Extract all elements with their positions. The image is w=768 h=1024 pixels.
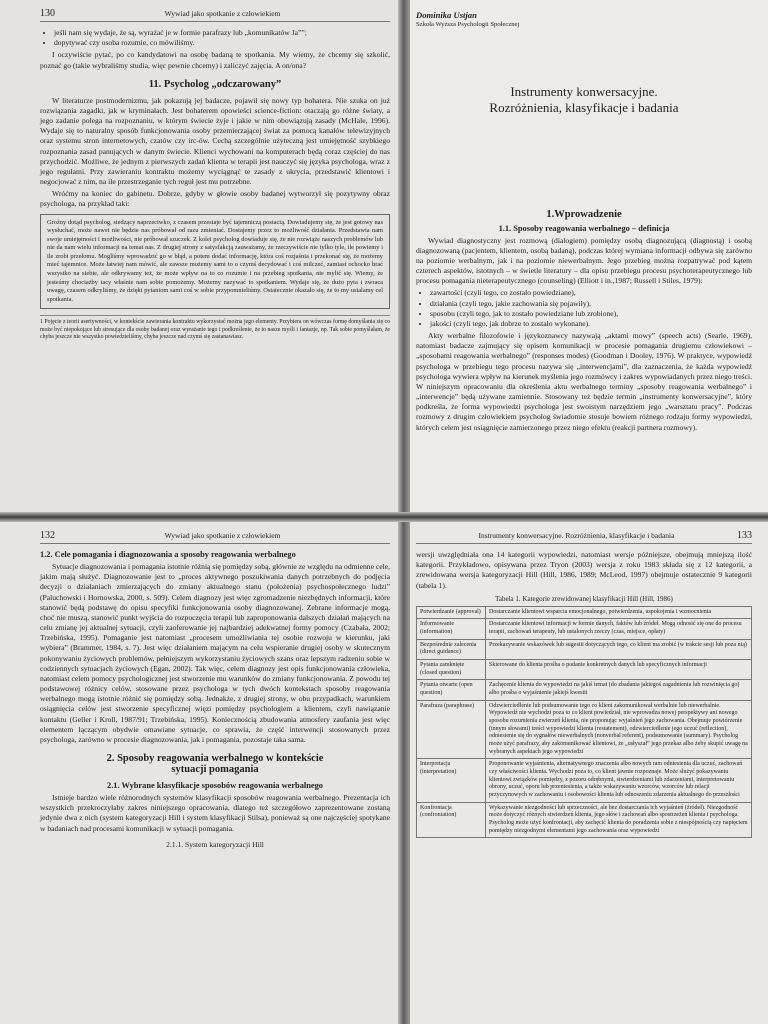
paragraph: Wywiad diagnostyczny jest rozmową (dialogiem) pomiędzy osobą diagnozującą (diagnostą) i osobą diagnozowaną (pacjentem, klientem, osobą badaną), podczas której wymiana informacji odbywa się zarówno na poziomie werbalnym, jak i na poziomie niewerbalnym. Jego przebieg można rozpatrywać pod kątem czterech aspektów, istotnych – w świetle literatury – dla opisu przebiegu procesu psychoterapeutycznego lub procesu pomagania nieterapeutycznego (counseling) (Elliott i in.,1987; Russell i Stiles, 1979):	[416, 235, 752, 286]
table-row	[417, 639, 752, 659]
table-row	[417, 700, 752, 759]
paragraph: W literaturze postmodernizmu, jak pokazują jej badacze, pojawił się nowy typ bohatera. Nie szuka on już rozwiązania zagadki, jak w kryminałach. Jest bohaterem opowieści science-fiction: otaczają go różne światy, a jego zadanie polega na rozpoznaniu, w którym świecie żyje i jakie w nim obowiązują zasady (McHale, 1996). Wydaje się to naturalny sposób funkcjonowania osoby przemierzającej świat za pomocą kanałów telewizyjnych oraz systemu stron internetowych, czatów czy irc-ów. Cechą szczególnie użyteczną jest umiejętność szybkiego rozpoznania zasad panujących w danym świecie. Klienci wychowani na komputerach będą coraz częściej do nas przychodzić. Możliwe, że jednym z pierwszych zadań klienta w terapii jest nauczyć się języka psychologa, wraz z jego regułami. Przy zawieraniu kontraktu możemy wyciągnąć te zasady z ukrycia, przedstawić klientowi i negocjować z nim, na ile przestrzeganie tych reguł jest mu potrzebne.	[40, 95, 390, 187]
footnote: 1 Pojęcie z teorii asertywności, w kontekście zawierania kontraktu wykorzystać można jego elementy. Przybiera on wówczas formę domyślania się co może być niepokojące lub stresujące dla osoby badanej oraz wyrażanie tego i podkreślenie, że to nasze myśli i fantazje, np. Tak sobie pomyślałam, że chyba jeszcze nie wszystko powiedzieliśmy, chyba jeszcze nad czymś się zastanawiasz.	[40, 315, 390, 342]
category-name: Pytania otwarte (open question)	[417, 680, 486, 700]
table-row	[417, 660, 752, 680]
paragraph: Sytuacje diagnozowania i pomagania istotnie różnią się pomiędzy sobą, głównie ze względu na odmienne cele, jakim mają służyć. Diagnozowanie jest to „proces aktywnego poszukiwania danych potrzebnych do podjęcia decyzji o działaniach zmierzających do zmiany aktualnego stanu (położenia) psychospołecznego ludzi” (Paluchowski i Hornowska, 2000, s. 509). Celem diagnozy jest więc zgromadzenie niezbędnych informacji, które stanowić będą podstawę do opisu specyfiki funkcjonowania osoby diagnozowanej. Zebrane informacje mogą, choć nie muszą, stanowić punkt wyjścia do rozpoczęcia terapii lub zaproponowania dalszych działań mających na celu zmianę jej aktualnej sytuacji, czyli zaoferowanie jej najbardziej adekwatnej formy pomocy (Czabała, 2002; Trzebińska, 1995). Pomaganie jest natomiast „procesem umożliwiania tej osobie rozwoju w kierunku, jaki wybiera” (Brammer, 1984, s. 7). Jest więc działaniem mającym na celu wspieranie drugiej osoby w skutecznym pokonywaniu życiowych problemów, pełniejszym wykorzystaniu życiowych szans oraz lepszym radzeniu sobie w codziennych sytuacjach życiowych (Egan, 2002). Tak więc, celem diagnozy jest opis funkcjonowania człowieka, natomiast celem pomocy psychologicznej jest stworzenie mu warunków do zmiany funkcjonowania. Z powodu tej podstawowej różnicy celów, stosowane przez psychologa w tych dwóch kontekstach sposoby reagowania werbalnego mogą istotnie różnić się pomiędzy sobą. Jednakże, z drugiej strony, w obu przypadkach, warunkiem osiągnięcia celów jest stworzenie specyficznej więzi pomiędzy psychologiem a klientem, czyli nawiązanie kontaktu (Geller i Kroll, 1987/91; Trzebińska, 1995). Koniecznością zbudowania atmosfery zaufania jest więc elementem łączącym obydwie omawiane sytuacje, co sprawia, że część interwencji stosowanych przez psychologa, zarówno w procesie diagnozowania, jak i pomagania, pozostaje taka sama.	[40, 562, 390, 744]
page-131	[404, 0, 768, 512]
section-title	[40, 753, 390, 775]
paragraph: Istnieje bardzo wiele różnorodnych systemów klasyfikacji sposobów reagowania werbalnego. Prezentacja ich wszystkich przekroczyłaby zakres niniejszego opracowania, dlatego też szczegółowo zaprezentowane zostaną jedynie dwa z nich (system kategoryzacji Hill i system klasyfikacji Stilsa), ponieważ są one najczęściej spotykane w badaniach nad procesami komunikacji w sytuacji pomagania.	[40, 793, 390, 833]
table-row	[417, 606, 752, 619]
table-row	[417, 680, 752, 700]
bullet-item: • jakości (czyli tego, jak dobrze to zostało wykonane).	[430, 319, 752, 329]
bullet-item: • dopytywać czy osoba rozumie, co mówiliśmy.	[54, 38, 390, 48]
category-table	[416, 606, 752, 839]
subsection-title: 2.1. Wybrane klasyfikacje sposobów reagowania werbalnego	[107, 781, 323, 791]
author-affiliation: Szkoła Wyższa Psychologii Społecznej	[416, 21, 520, 28]
example-box: Groźny dotąd psycholog, siedzący naprzeciwko, z czasem przestaje być tajemniczą postacią. Dowiadujemy się, że jest gotowy nas wysłuchać, może nawet nie będzie nas próbował od razu zmieniać. Dostajemy przez to możliwość działania. Przedstawia nam swoje umiejętności i możliwości, nie próbował szuczek. Z kolei psycholog dowiaduje się, że nie rozwiąże naszych problemów lub nie da nam wielu informacji na temat nas. Z drugiej strony z satysfakcją zauważamy, że rzeczywiście nie tylko tyle, ile powiemy i ile zrobi przełomu. Mogliśmy wprowadzić go w błąd, a potem dodać informację, która coś rozjaśnia i przekonać się, że możemy mieć tajemnice. Może łatwiej nam mówić, ale zawsze możemy sami to o czymś decydować i coś milczeć, zamiast ochocko brać wszystko na siebie, ale odkrywamy też, że może wpływ na to co rozumie i na przebieg spotkania, nie mylić się. Wiemy, że jesteśmy chociażby tacy właśnie nam sobie pomożemy. Możemy nazywać to spotkaniem. Wydaje się, że dużo pyta i zwraca uwagę, czasem odkryliśmy, że dzięki pytaniom sami coś w sobie przypomnieliśmy. Ostatecznie okazało się, że to my ustalamy cel spotkania.	[40, 214, 390, 310]
section-title-line: sytuacji pomagania	[171, 764, 259, 776]
table-caption: Tabela 1. Kategorie zrewidowanej klasyfikacji Hill (Hill, 1986)	[495, 594, 673, 603]
category-name: Parafraza (paraphrase)	[417, 700, 486, 759]
category-description: Skierowane do klienta prośba o podanie konkretnych danych lub specyficznych informacji	[486, 660, 752, 680]
section-title: 1.Wprowadzenie	[546, 208, 622, 220]
section-title-line: 2. Sposoby reagowania werbalnego w kontekście	[106, 753, 324, 765]
page-seam-shadow	[0, 512, 768, 522]
category-name: Interpretacja (interpretation)	[417, 759, 486, 802]
category-description: Przekazywanie wskazówek lub sugestii dotyczących tego, co klient ma zrobić (w trakcie sesji lub poza nią)	[486, 639, 752, 659]
subsubsection-title: 2.1.1. System kategoryzacji Hill	[166, 839, 264, 849]
category-description: Wykazywanie niezgodności lub sprzeczności, ale bez dostarczania ich wyjaśnień (źródeł). Niezgodność może dotyczyć różnych stwierdzeń klienta, jego słów i zachowań albo spostrzeżeń klienta i psychologa. Psycholog może użyć konfrontacji, aby zachęcić klienta do poradzenia sobie z niespójnością czy napięciem pomiędzy niezgodnymi elementami jego zachowania oraz wypowiedzi	[486, 802, 752, 838]
paragraph: Akty werbalne filozofowie i językoznawcy nazywają „aktami mowy” (speech acts) (Searle, 1969), natomiast badacze zajmujący się opisem komunikacji w procesie pomagania drugiemu człowiekowi – „sposobami reagowania werbalnego” (responses modes) (Goodman i Dooley, 1976). W praktyce, wypowiedź psychologa w przebiegu tego procesu nazywa się „interwencjami”, dla zaznaczenia, że każda wypowiedź psychologa wywiera wpływ na kierunek myślenia jego rozmówcy i zakres wypowiadanych przez niego treści. W niniejszym opracowaniu dla określenia aktu werbalnego terminy „sposoby reagowania werbalnego” i „interwencje” będą używane zamiennie. Stosowany też będzie termin „instrumenty konwersacyjne”, który podkreśla, że forma wypowiedzi psychologa jest swoistym narzędziem jego „warsztatu pracy”. Podczas rozmowy z drugim człowiekiem psycholog świadomie stosuje bowiem różnego rodzaju formy wypowiedzi, których celem jest osiągnięcie zamierzonego przez niego efektu (reakcji partnera rozmowy).	[416, 331, 752, 432]
paragraph: Wróćmy na koniec do gabinetu. Dobrze, gdyby w głowie osoby badanej wytworzył się pozytywny obraz psychologa, na przykład taki:	[40, 189, 390, 209]
running-head	[40, 530, 390, 544]
running-head-title: Wywiad jako spotkanie z człowiekiem	[164, 531, 281, 540]
category-description: Dostarczanie klientowi informacji w formie danych, faktów lub źródeł. Mogą odnosić się one do procesu terapii, zachowań terapeuty, lub ustalonych rzeczy (czas, miejsce, opłaty)	[486, 619, 752, 639]
category-description: Dostarczanie klientowi wsparcia emocjonalnego, potwierdzenia, uspokojenia i wzmocnienia	[486, 606, 752, 619]
bullet-item: • jeśli nam się wydaje, że są, wyrażać je w formie parafrazy lub „komunikatów Ja””;	[54, 28, 390, 38]
category-name: Potwierdzanie (approval)	[417, 606, 486, 619]
page-number: 133	[736, 530, 752, 541]
running-head-title: Wywiad jako spotkanie z człowiekiem	[164, 9, 281, 18]
running-head-title: Instrumenty konwersacyjne. Rozróżnienia, klasyfikacje i badania	[478, 531, 675, 540]
category-description: Odzwierciedlenie lub podsumowanie tego co klient zakomunikował werbalnie lub niewerbalnie. Wypowiedź nie wychodzi poza to co klient powiedział, nie wprowadza nowej perspektywy ani nowego sposobu rozumienia zwierzeń klienta, nie proponując wyjaśnień jego zachowania. Obejmuje powtórzenie (innym słowami) treści wypowiedzi klienta (restatement), odzwierciedlenie jego uczuć (reflection), odniesienie się do sygnałów niewerbalnych (nonverbal referent), podsumowanie (summary). Psycholog może użyć parafrazy, aby zakomunikować klientowi, że „usłyszał” jego przekaz albo żeby skupić uwagę na wybranych aspektach jego wypowiedzi	[486, 700, 752, 759]
table-row	[417, 759, 752, 802]
page-133	[404, 522, 768, 1024]
table-row	[417, 619, 752, 639]
category-name: Konfrontacja (confrontation)	[417, 802, 486, 838]
category-description: Zachęcenie klienta do wypowiedzi na jakiś temat (do zbadania jakiegoś zagadnienia lub rozwinięcia go) albo prośba o wyjaśnienie jakiejś kwestii	[486, 680, 752, 700]
category-name: Pytania zamknięte (closed question)	[417, 660, 486, 680]
bullet-list	[416, 288, 752, 329]
page-132	[0, 522, 404, 1024]
page-number: 130	[40, 8, 55, 19]
paragraph: wersji uwzględniała ona 14 kategorii wypowiedzi, natomiast wersje późniejsze, obejmują mniejszą ilość kategorii. Przykładowo, opisywana przez Tryon (2003) wersja z roku 1983 składa się z 12 kategorii, a zrewidowana wersja kategoryzacji Hill (Hill, 1986, 1989; McLeod, 1997) obejmuje ostatecznie 9 kategorii (tabela 1).	[416, 550, 752, 590]
table-row	[417, 802, 752, 838]
page-number: 132	[40, 530, 55, 541]
category-description: Proponowanie wyjaśnienia, alternatywnego znaczenia albo nowych ram odniesienia dla uczuć, zachowań czy właściwości klienta. Wychodzi poza to, co klient jawnie rozpoznaje. Może służyć pokazywaniu klientowi związków pomiędzy, z pozoru odrębnymi, stwierdzeniami lub zdarzeniami, interpretowaniu obrony, uczuć, oporu lub przeniesienia, a także wskazywaniu wzorców, wzorców lub relacji przyczynowych w zachowaniu i osobowości klienta lub odnoszeniu zdarzenia aktualnego do przeszłości	[486, 759, 752, 802]
subsection-title: 1.1. Sposoby reagowania werbalnego – definicja	[498, 223, 670, 233]
paragraph: I oczywiście pytać, po co kandydatowi na osobę badaną te spotkania. My wiemy, że chcemy się szkolić, poznać go (takie wybraliśmy studia, więc pewnie chcemy) i zaliczyć zajęcia. A on/ona?	[40, 50, 390, 70]
bullet-list	[40, 28, 390, 48]
running-head	[40, 8, 390, 22]
article-title-line: Instrumenty konwersacyjne.	[510, 84, 658, 99]
author-name: Dominika Ustjan	[416, 10, 477, 20]
bullet-item: • sposobu (czyli tego, jak to zostało powiedziane lub zrobione),	[430, 309, 752, 319]
article-title-line: Rozróżnienia, klasyfikacje i badania	[489, 100, 679, 116]
category-name: Bezpośrednie zalecenia (direct guidance)	[417, 639, 486, 659]
bullet-item: • działania (czyli tego, jakie zachowania się pojawiły),	[430, 299, 752, 309]
subsection-title: 1.2. Cele pomagania i diagnozowania a sposoby reagowania werbalnego	[40, 550, 296, 559]
article-title	[416, 84, 752, 117]
section-title: 11. Psycholog „odczarowany”	[148, 78, 282, 90]
bullet-item: • zawartości (czyli tego, co zostało powiedziane),	[430, 288, 752, 298]
page-130	[0, 0, 404, 512]
category-name: Informowanie (information)	[417, 619, 486, 639]
running-head	[416, 530, 752, 544]
